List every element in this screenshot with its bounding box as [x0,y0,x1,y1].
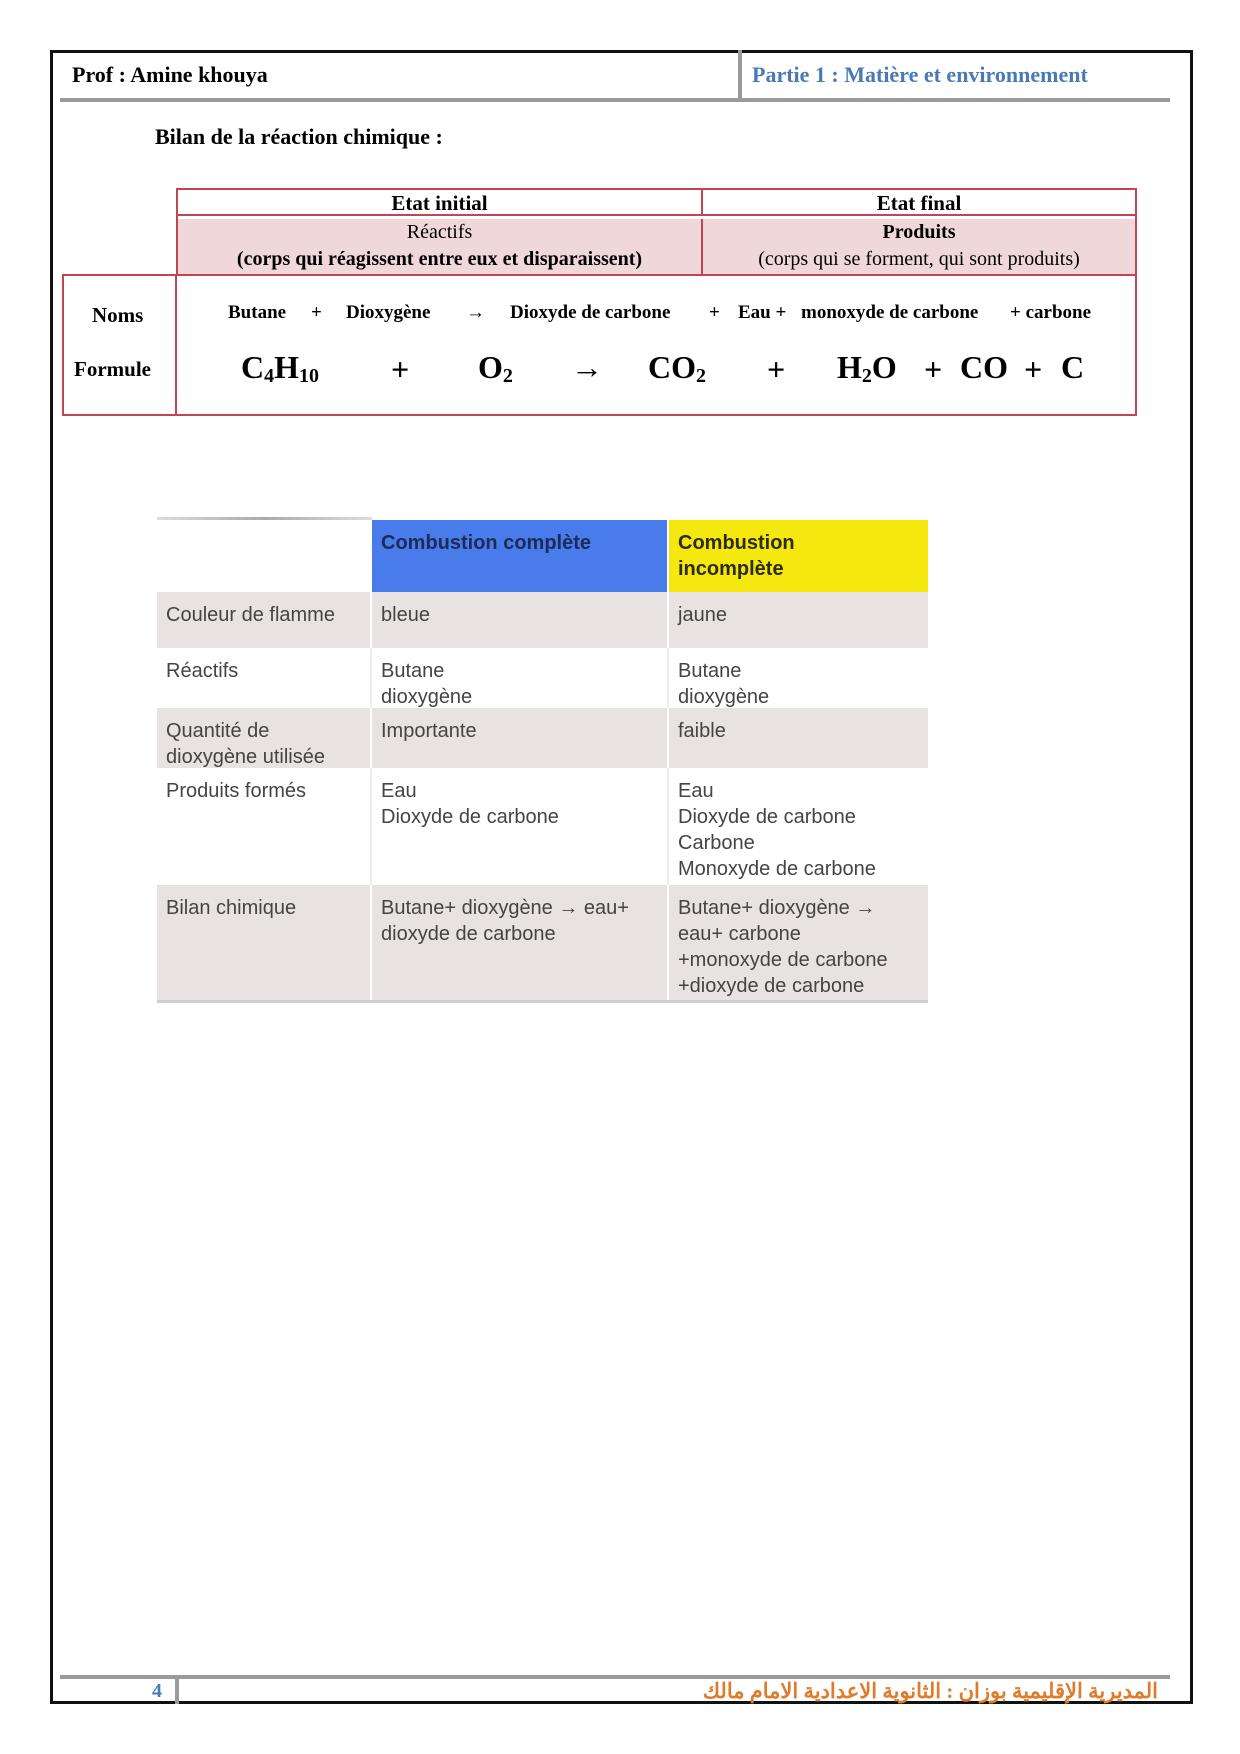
label-column-divider [175,274,177,416]
name-butane: Butane [228,302,287,323]
name-dioxygene: Dioxygène [346,302,431,323]
reactifs-description: (corps qui réagissent entre eux et disparaissent) [236,248,643,270]
table-row [157,708,928,768]
formula-butane: $C_4H_{10}$ [241,349,319,387]
complete-value: Eau Dioxyde de carbone [370,768,667,885]
formula-carbon: C [1061,349,1085,385]
header-rule [60,98,1170,102]
formula-co2: $CO_2$ [648,349,706,387]
name-dioxyde-de-carbone: Dioxyde de carbone [510,302,671,323]
formula-row-label: Formule [74,357,151,381]
table-row [157,648,928,708]
incomplete-value: faible [667,708,928,768]
incomplete-value: Butane dioxygène [667,648,928,708]
footer-separator [175,1678,179,1704]
complete-value: Butane dioxygène [370,648,667,708]
formula-plus: + [391,351,410,387]
formula-arrow: → [571,349,603,385]
formula-plus: + [1024,351,1043,387]
produits-title: Produits [882,221,956,243]
row-label: Bilan chimique [166,897,297,919]
complete-value: bleue [370,592,667,648]
produits-cell [701,219,1135,274]
teacher-name: Prof : Amine khouya [72,62,268,87]
produits-description: (corps qui se forment, qui sont produits) [758,248,1080,270]
state-final-heading: Etat final [701,190,1135,216]
header-incomplete: Combustion incomplète [667,520,928,592]
table-row [157,885,928,1003]
complete-value: Importante [370,708,667,768]
row-label: Réactifs [166,660,239,682]
page-number: 4 [152,1680,162,1702]
formula-plus: + [924,351,943,387]
part-title: Partie 1 : Matière et environnement [752,62,1088,87]
name-carbone: + carbone [1010,302,1092,323]
incomplete-value: Eau Dioxyde de carbone Carbone Monoxyde de carbone [667,768,928,885]
name-eau: Eau + [738,302,787,323]
table-row [157,592,928,648]
reactifs-cell [178,219,701,274]
reaction-table-body [62,274,1137,416]
header-complete: Combustion complète [370,520,667,592]
complete-value: Butane+ dioxygène → eau+ dioxyde de carbone [370,885,667,1000]
row-label: Couleur de flamme [166,604,335,626]
incomplete-value: Butane+ dioxygène → eau+ carbone +monoxyde de carbone +dioxyde de carbone [667,885,928,1000]
state-initial-heading: Etat initial [178,190,701,216]
school-name: المديرية الإقليمية بوزان : الثانوية الاعدادية الامام مالك [702,1679,1158,1703]
names-row-label: Noms [92,303,144,327]
reactifs-title: Réactifs [406,221,473,243]
formula-plus: + [767,351,786,387]
empty-header-cell [157,520,370,592]
name-plus: + [311,302,322,323]
table-row [157,768,928,885]
table-header-row [157,520,928,592]
formula-water: $H_2O$ [837,349,897,387]
formula-dioxygen: $O_2$ [478,349,513,387]
formula-co: CO [960,349,1008,385]
name-monoxyde-de-carbone: monoxyde de carbone [801,302,979,323]
row-label: Produits formés [166,780,307,802]
name-arrow: → [466,302,485,323]
section-title: Bilan de la réaction chimique : [155,124,443,149]
row-label: Quantité de dioxygène utilisée [166,720,325,768]
header-separator [738,50,742,100]
name-plus: + [709,302,720,323]
incomplete-value: jaune [667,592,928,648]
